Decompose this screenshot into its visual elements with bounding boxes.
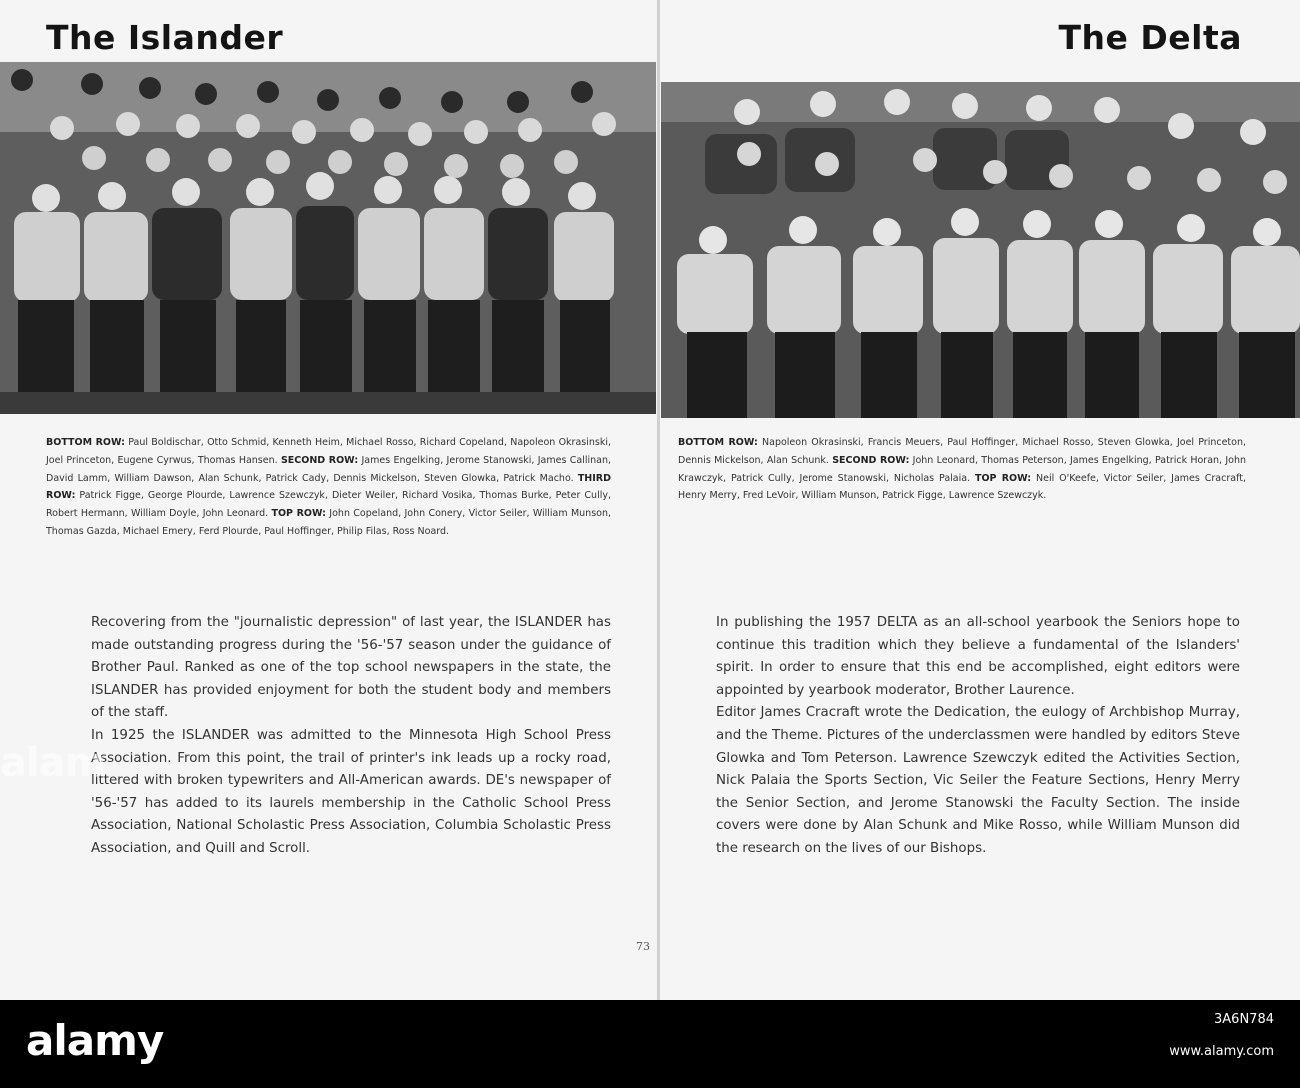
caption-row-names: John Leonard, Thomas Peterson, James Engelking, Patrick Horan, John Krawczyk, Patrick Cully, Jerome Stanowski, Nicholas Palaia. (678, 454, 1246, 484)
caption-row-names: Paul Boldischar, Otto Schmid, Kenneth Heim, Michael Rosso, Richard Copeland, Napoleon Okrasinski, Joel Princeton, Eugene Cyrwus, Thomas Hansen. (46, 437, 611, 466)
caption-row-names: Neil O'Keefe, Victor Seiler, James Cracraft, Henry Merry, Fred LeVoir, William Munson, Patrick Figge, Lawrence Szewczyk. (678, 472, 1246, 502)
stock-footer-bar (0, 1000, 1300, 1088)
group-photo-illustration (0, 62, 656, 414)
caption-row-label: SECOND ROW: (832, 454, 910, 466)
article-paragraph: In 1925 the ISLANDER was admitted to the Minnesota High School Press Association. From this point, the trail of printer's ink leads up a rocky road, littered with broken typewriters and All-American awards. DE's newspaper of '56-'57 has added to its laurels membership in the Catholic School Press Association, National Scholastic Press Association, Columbia Scholastic Press Association, and Quill and Scroll. (91, 727, 611, 856)
caption-row-names: Napoleon Okrasinski, Francis Meuers, Paul Hoffinger, Michael Rosso, Steven Glowka, Joel Princeton, Dennis Mickelson, Alan Schunk. (678, 437, 1246, 466)
group-photo-illustration (661, 82, 1300, 418)
article-paragraph: Editor James Cracraft wrote the Dedication, the eulogy of Archbishop Murray, and the Theme. Pictures of the underclassmen were handled by editors Steve Glowka and Tom Peterson. Lawrence Szewczyk edited the Activities Section, Nick Palaia the Sports Section, Vic Seiler the Feature Sections, Henry Merry the Senior Section, and Jerome Stanowski the Faculty Section. The inside covers were done by Alan Schunk and Mike Rosso, while William Munson did the research on the lives of our Bishops. (716, 705, 1240, 856)
watermark: alam (0, 740, 106, 786)
delta-staff-photo (661, 82, 1300, 418)
caption-row-label: TOP ROW: (271, 508, 326, 520)
brand-logo: alamy (26, 1016, 164, 1065)
islander-article (91, 612, 611, 861)
islander-title: The Islander (46, 18, 284, 57)
islander-photo-caption (46, 434, 611, 541)
site-url: www.alamy.com (1169, 1044, 1274, 1059)
islander-staff-photo (0, 62, 656, 414)
caption-row-names: John Copeland, John Conery, Victor Seiler, William Munson, Thomas Gazda, Michael Emery, Ferd Plourde, Paul Hoffinger, Philip Filas, Ross Noard. (46, 508, 612, 537)
page-gutter (657, 0, 660, 1000)
caption-row-label: BOTTOM ROW: (678, 437, 758, 448)
caption-row-label: TOP ROW: (975, 472, 1032, 484)
image-id: 3A6N784 (1214, 1012, 1274, 1027)
caption-row-label: SECOND ROW: (280, 454, 359, 466)
page-number: 73 (636, 940, 650, 953)
delta-title: The Delta (1058, 18, 1242, 57)
caption-row-names: James Engelking, Jerome Stanowski, James Callinan, David Lamm, William Dawson, Alan Schunk, Patrick Cady, Dennis Mickelson, Steven Glowka, Patrick Macho. (46, 454, 611, 484)
caption-row-label: BOTTOM ROW: (46, 437, 125, 448)
delta-photo-caption (678, 434, 1246, 505)
delta-article (716, 612, 1240, 861)
article-paragraph: In publishing the 1957 DELTA as an all-school yearbook the Seniors hope to continue this tradition which they believe a fundamental of the Islanders' spirit. In order to ensure that this end be accomplished, eight editors were appointed by yearbook moderator, Brother Laurence. (716, 615, 1240, 698)
caption-row-label: THIRD ROW: (46, 472, 611, 502)
caption-row-names: Patrick Figge, George Plourde, Lawrence Szewczyk, Dieter Weiler, Richard Vosika, Thomas Burke, Peter Cully, Robert Hermann, William Doyle, John Leonard. (46, 490, 611, 520)
article-paragraph: Recovering from the "journalistic depression" of last year, the ISLANDER has made outstanding progress during the '56-'57 season under the guidance of Brother Paul. Ranked as one of the top school newspapers in the state, the ISLANDER has provided enjoyment for both the student body and members of the staff. (91, 615, 611, 721)
